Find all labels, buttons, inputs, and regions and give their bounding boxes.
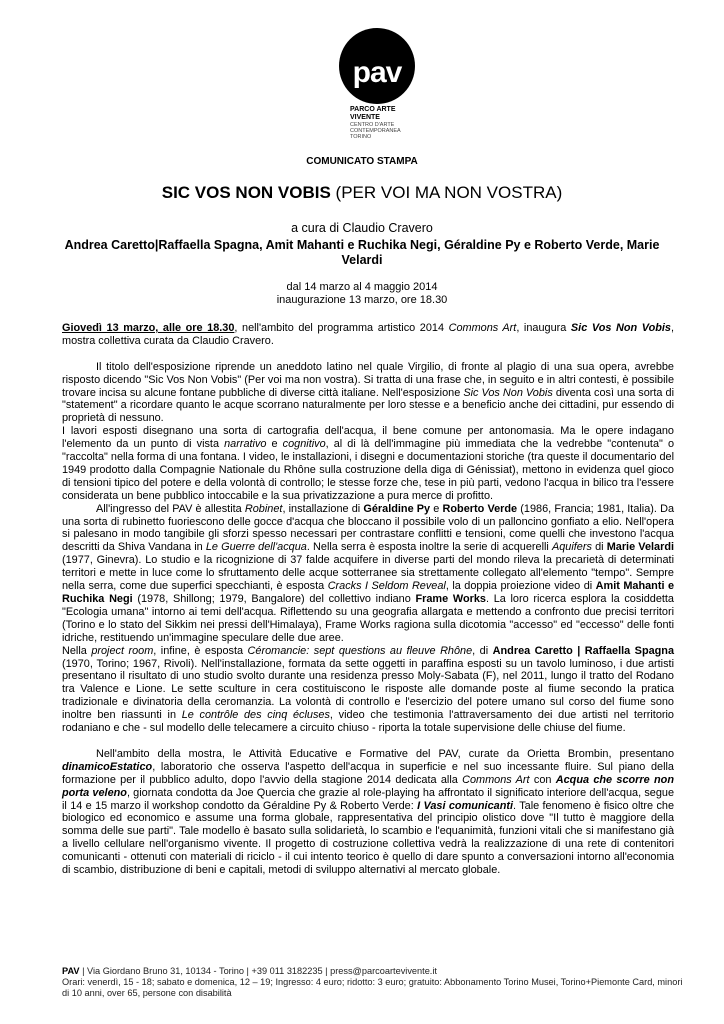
press-release-kicker: COMUNICATO STAMPA xyxy=(306,156,418,167)
paragraph-works: All'ingresso del PAV è allestita Robinet, installazione di Géraldine Py e Roberto Verde (1986, Francia; 1981, Italia). Da una sorta di rubinetto fuoriescono delle gocce d'acqua che bloccano il possibile volo di un palloncino gonfiato a elio. Nell'opera si palesano in modo tangibile gli sforzi spesso necessari per contrastare conflitti e tensioni, come quelli che investono l'acqua descritti da Shiva Vandana in Le Guerre dell'acqua. Nella serra è esposta inoltre la serie di acquerelli Aquifers di Marie Velardi (1977, Ginevra). Lo studio e la ricognizione di 37 falde acquifere in diverse parti del mondo rileva la precarietà di determinati territori e mette in luce come lo sfruttamento delle acque sotterranee sia strettamente collegato all'elemento "tempo". Sempre nella serra, come due superfici specchianti, è esposta Cracks I Seldom Reveal, la doppia proiezione video di Amit Mahanti e Ruchika Negi (1978, Shillong; 1979, Bangalore) del collettivo indiano Frame Works. La loro ricerca esplora la cosiddetta "Ecologia umana" intorno ai temi dell'acqua. Riflettendo su una geografia allargata e mettendo a confronto due precisi territori (Torino e lo stato del Sikkim nei pressi dell'Himalaya), Frame Works ragiona sulla dicotomia "accesso" ed "eccesso" delle fonti idriche, restituendo un'immagine speculare delle due aree. xyxy=(62,502,675,644)
logo-mark: pav xyxy=(352,56,402,89)
logo-line2: VIVENTE xyxy=(350,114,380,121)
logo-sub1: CENTRO D'ARTE xyxy=(350,122,395,128)
dates-range: dal 14 marzo al 4 maggio 2014 xyxy=(286,281,438,293)
footer xyxy=(62,966,686,999)
paragraph-education: Nell'ambito della mostra, le Attività Educative e Formative del PAV, curate da Orietta Brombin, presentano dinamicoEstatico, laboratorio che osserva l'aspetto dell'acqua in superficie e nel suo incessante fluire. Sul piano della formazione per il pubblico adulto, dopo l'avvio della stagione 2014 dedicata alla Commons Art con Acqua che scorre non porta veleno, giornata condotta da Joe Quercia che grazie al role-playing ha affrontato il significato interiore dell'acqua, segue il 14 e 15 marzo il workshop condotto da Géraldine Py & Roberto Verde: I Vasi comunicanti. Tale fenomeno è fisico oltre che biologico ed economico e assume una forma globale, rappresentativa del principio olistico dove "Il tutto è maggiore della somma delle sue parti". Tale modello è basato sulla solidarietà, lo scambio e l'equanimità, funzioni vitali che si manifestano già a livello cellulare nell'organismo vivente. Il progetto di costruzione collettiva vedrà la realizzazione di una rete di contenitori comunicanti - ottenuti con materiali di riciclo - il cui intento teorico è quello di dare spunto a conversazioni intorno all'economia di scambio, distribuzione di beni e capitali, metodi di sviluppo alternativi al mercato globale. xyxy=(62,747,675,877)
logo-sub2: CONTEMPORANEA xyxy=(350,128,401,134)
paragraph-cartography: I lavori esposti disegnano una sorta di cartografia dell'acqua, il bene comune per antonomasia. Ma le opere indagano l'elemento da un punto di vista narrativo e cognitivo, al di là dell'immagine più immediata che la vedrebbe "contenuta" o "raccolta" nella forma di una fontana. I video, le installazioni, i disegni e documentazioni storiche (tra queste il documentario del 1949 prodotto dalla Compagnie Nationale du Rhône sulla costruzione della diga di Génissiat), mettono in evidenza quel gioco di tensioni tipico del potere e della volontà di controllo; le stesse forze che, tese in più parti, vedono l'acqua in bilico tra l'essere considerata un bene pubblico intoccabile e la sua privatizzazione a pura merce di profitto. xyxy=(62,425,674,502)
paragraph-intro: Giovedì 13 marzo, alle ore 18.30, nell'ambito del programma artistico 2014 Commons Art, inaugura Sic Vos Non Vobis, mostra collettiva curata da Claudio Cravero. xyxy=(62,322,675,347)
dates-block xyxy=(0,281,724,307)
title-main: SIC VOS NON VOBIS xyxy=(161,183,331,202)
paragraph-project-room: Nella project room, infine, è esposta Céromancie: sept questions au fleuve Rhône, di Andrea Caretto | Raffaella Spagna (1970, Torino; 1967, Rivoli). Nell'installazione, formata da sette oggetti in paraffina esposti su un tavolo luminoso, i due artisti presentano il risultato di uno studio svolto durante una residenza presso Moly-Sabata (F), nel 2011, lungo il tratto del Rodano tra Valence e Lione. Le sette sculture in cera costituiscono le risposte alle domande poste al fiume secondo la pratica tradizionale e divinatoria della ceromanzia. La volontà di controllo e l'esercizio del potere umano sul corso del fiume sono inoltre ben riassunti in Le contrôle des cinq écluses, video che testimonia l'attraversamento dei due artisti nel territorio rodaniano e che - sul modello delle telecamere a circuito chiuso - riporta la totale supervisione delle chiuse del fiume. xyxy=(62,644,675,735)
body-text xyxy=(62,322,674,877)
paragraph-title-origin: Il titolo dell'esposizione riprende un aneddoto latino nel quale Virgilio, di fronte al plagio di una sua opera, avrebbe risposto dicendo "Sic Vos Non Vobis" (Per voi ma non vostra). Si tratta di una frase che, in seguito e in altri contesti, è possibile trovare incisa su alcune fontane pubbliche di diverse città italiane. Nell'esposizione Sic Vos Non Vobis diventa così una sorta di "statement" a ricordare quanto le acque scorrano naturalmente per loro stesse e a beneficio anche dei cittadini, pur essendo di proprietà di nessuno. xyxy=(62,360,674,425)
curator-line: a cura di Claudio Cravero xyxy=(291,221,433,235)
footer-hours: Orari: venerdì, 15 - 18; sabato e domenica, 12 – 19; Ingresso: 4 euro; ridotto: 3 euro; gratuito: Abbonamento Torino Musei, Torino+Piemonte Card, minori di 10 anni, over 65, persone con disabilità xyxy=(62,977,683,998)
page-title xyxy=(0,183,724,203)
pav-logo xyxy=(333,28,433,138)
title-paren: (PER VOI MA NON VOSTRA) xyxy=(330,183,563,202)
opening-date: inaugurazione 13 marzo, ore 18.30 xyxy=(276,294,448,306)
logo-sub3: TORINO xyxy=(350,134,372,140)
logo-line1: PARCO ARTE xyxy=(350,106,396,113)
footer-contact: PAV | Via Giordano Bruno 31, 10134 - Torino | +39 011 3182235 | press@parcoartevivente.it xyxy=(62,966,437,976)
artists-line: Andrea Caretto|Raffaella Spagna, Amit Mahanti e Ruchika Negi, Géraldine Py e Roberto Verde, Marie Velardi xyxy=(64,238,660,267)
